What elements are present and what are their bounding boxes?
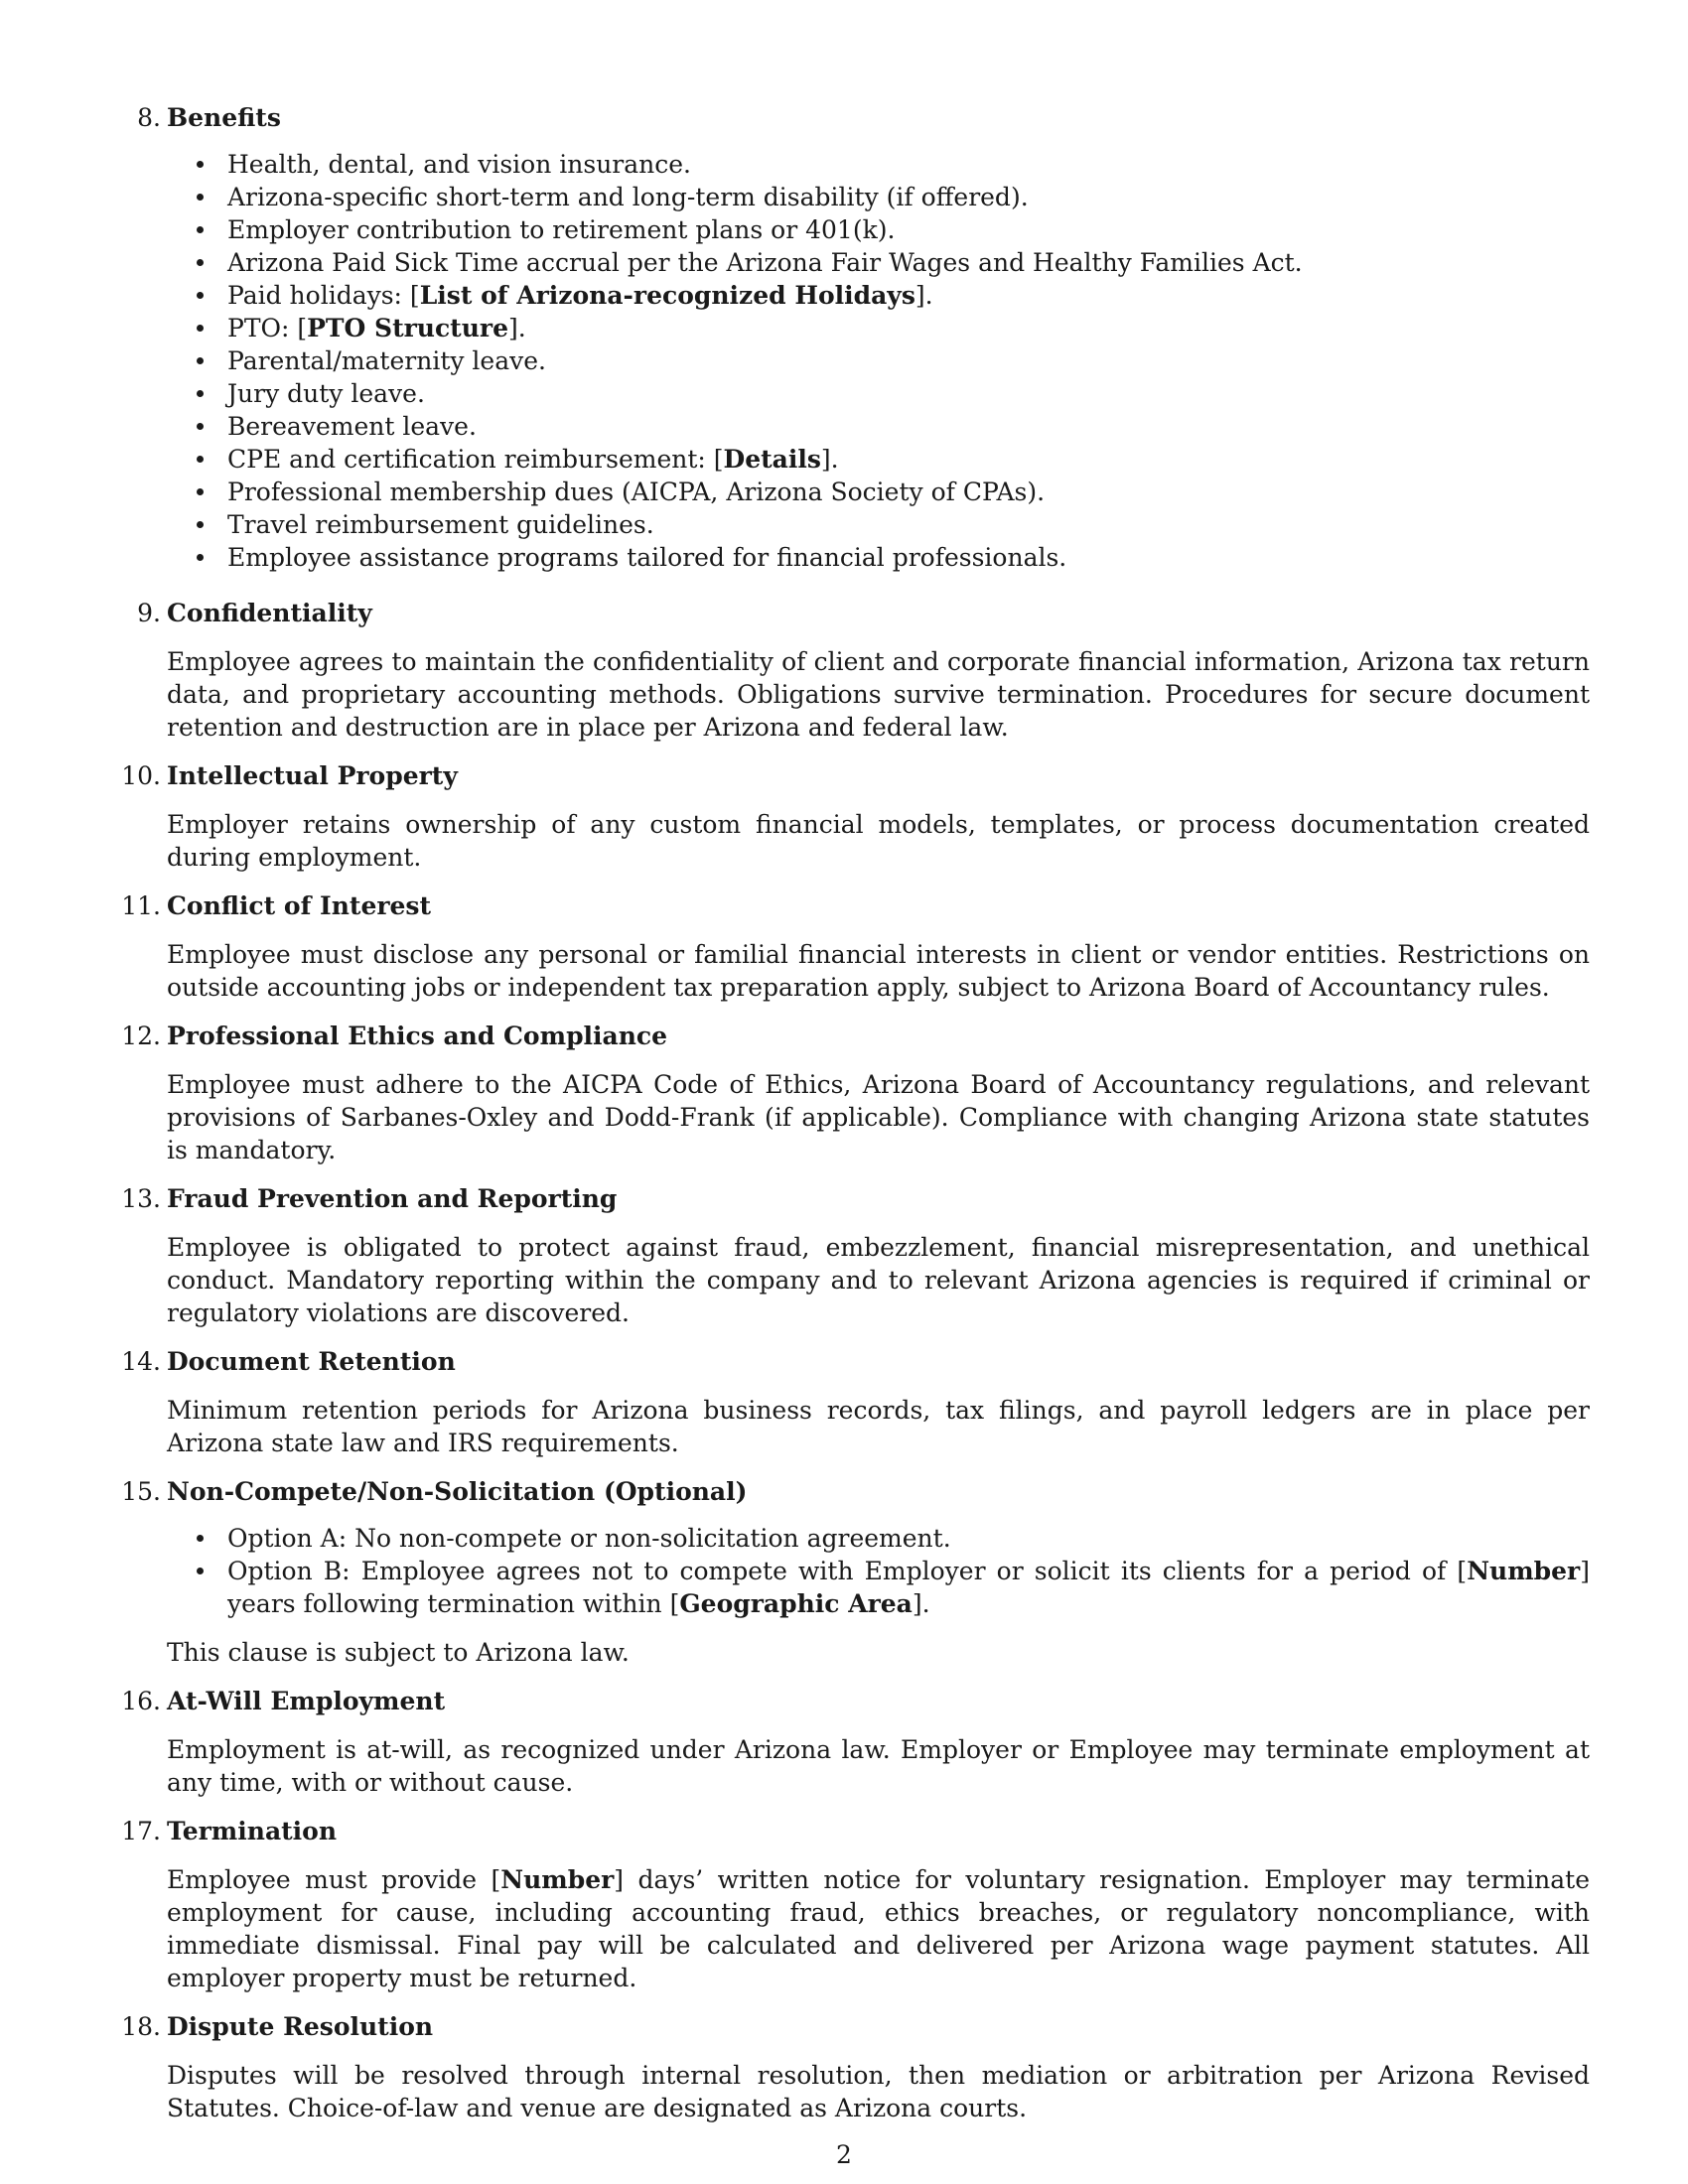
section-title: Termination [167, 1817, 338, 1845]
section-heading [137, 91, 1590, 134]
section-heading [121, 1805, 1590, 1847]
section-title: Confidentiality [167, 599, 372, 627]
section-body: Employee must adhere to the AICPA Code of Ethics, Arizona Board of Accountancy regulations, and relevant provisions of Sarbanes-Oxley and Dodd-Frank (if applicable). Compliance with changing Arizona state statutes is mandatory. [167, 1070, 1590, 1164]
list-item: Health, dental, and vision insurance. [167, 148, 1590, 181]
section-fraud-prevention [121, 1172, 1590, 1329]
section-heading [121, 880, 1590, 922]
placeholder-field: Number [500, 1865, 615, 1894]
options-list [167, 1522, 1590, 1620]
section-title: Non-Compete/Non-Solicitation (Optional) [167, 1477, 748, 1506]
list-item: Parental/maternity leave. [167, 344, 1590, 377]
bullet-icon [197, 1568, 204, 1574]
bullet-icon [197, 423, 204, 430]
section-non-compete [121, 1465, 1590, 1669]
section-number: 11. [121, 891, 161, 920]
bullet-icon [197, 488, 204, 495]
page-number: 2 [836, 2140, 852, 2169]
section-termination [121, 1805, 1591, 1994]
bullet-icon [197, 325, 204, 332]
section-heading [121, 1675, 1590, 1717]
section-title: Professional Ethics and Compliance [167, 1022, 668, 1050]
benefits-list [167, 148, 1590, 574]
list-item: CPE and certification reimbursement: [Details]. [167, 443, 1590, 476]
list-item: Employee assistance programs tailored for financial professionals. [167, 541, 1590, 574]
section-heading [121, 1172, 1590, 1215]
section-confidentiality [137, 587, 1590, 744]
section-number: 14. [121, 1347, 161, 1376]
bullet-icon [197, 292, 204, 299]
section-body: Minimum retention periods for Arizona business records, tax filings, and payroll ledgers are in place per Arizona state law and IRS requirements. [167, 1396, 1590, 1457]
section-at-will-employment [121, 1675, 1590, 1799]
section-number: 17. [121, 1817, 161, 1845]
list-item: Arizona-specific short-term and long-term disability (if offered). [167, 181, 1590, 213]
section-heading [121, 1465, 1590, 1508]
section-number: 13. [121, 1184, 161, 1213]
section-document-retention [121, 1335, 1590, 1459]
bullet-icon [197, 521, 204, 528]
section-heading [121, 750, 1590, 792]
section-title: Fraud Prevention and Reporting [167, 1184, 618, 1213]
section-heading [121, 2000, 1590, 2043]
placeholder-field: Details [723, 445, 821, 474]
section-number: 9. [137, 599, 161, 627]
section-body: Employee must disclose any personal or familial financial interests in client or vendor entities. Restrictions on outside accounting jobs or independent tax preparation apply, subject to Arizona Board of Accountancy rules. [167, 940, 1590, 1002]
section-title: Intellectual Property [167, 761, 458, 790]
placeholder-field: List of Arizona-recognized Holidays [419, 281, 915, 310]
bullet-icon [197, 259, 204, 266]
section-title: Document Retention [167, 1347, 456, 1376]
section-number: 10. [121, 761, 161, 790]
section-intellectual-property [121, 750, 1590, 874]
list-item: Employer contribution to retirement plans or 401(k). [167, 213, 1590, 246]
bullet-icon [197, 1535, 204, 1542]
section-body: Employee agrees to maintain the confidentiality of client and corporate financial information, Arizona tax return data, and proprietary accounting methods. Obligations survive termination. Procedures for secure document retention and destruction are in place per Arizona and federal law. [167, 647, 1590, 742]
section-dispute-resolution [121, 2000, 1590, 2124]
bullet-icon [197, 357, 204, 364]
section-title: Conflict of Interest [167, 891, 432, 920]
section-title: At-Will Employment [167, 1687, 446, 1715]
section-body: Employee must provide [Number] days’ written notice for voluntary resignation. Employer may terminate employment for cause, including accounting fraud, ethics breaches, or regulatory noncompliance, with immediate dismissal. Final pay will be calculated and delivered per Arizona wage payment statutes. All employer property must be returned. [167, 1865, 1591, 1992]
bullet-icon [197, 226, 204, 233]
section-number: 15. [121, 1477, 161, 1506]
section-conflict-of-interest [121, 880, 1590, 1004]
section-heading [121, 1010, 1590, 1052]
placeholder-field: Number [1467, 1557, 1581, 1585]
list-item: Bereavement leave. [167, 410, 1590, 443]
section-title: Dispute Resolution [167, 2012, 434, 2041]
list-item: PTO: [PTO Structure]. [167, 312, 1590, 344]
bullet-icon [197, 390, 204, 397]
section-title: Benefits [167, 103, 281, 132]
list-item: Paid holidays: [List of Arizona-recognized Holidays]. [167, 279, 1590, 312]
section-professional-ethics [121, 1010, 1590, 1166]
section-number: 8. [137, 103, 161, 132]
placeholder-field: Geographic Area [679, 1589, 913, 1618]
list-item: Option A: No non-compete or non-solicitation agreement. [167, 1522, 1590, 1555]
list-item: Professional membership dues (AICPA, Arizona Society of CPAs). [167, 476, 1590, 508]
bullet-icon [197, 194, 204, 201]
section-body: Disputes will be resolved through internal resolution, then mediation or arbitration per Arizona Revised Statutes. Choice-of-law and venue are designated as Arizona courts. [167, 2061, 1590, 2122]
list-item: Arizona Paid Sick Time accrual per the Arizona Fair Wages and Healthy Families Act. [167, 246, 1590, 279]
list-item: Option B: Employee agrees not to compete with Employer or solicit its clients for a period of [Number] years following termination within [Geographic Area]. [167, 1555, 1590, 1620]
section-body: Employer retains ownership of any custom financial models, templates, or process documentation created during employment. [167, 810, 1590, 872]
list-item: Jury duty leave. [167, 377, 1590, 410]
bullet-icon [197, 554, 204, 561]
section-body: Employee is obligated to protect against fraud, embezzlement, financial misrepresentation, and unethical conduct. Mandatory reporting within the company and to relevant Arizona agencies is required if criminal or regulatory violations are discovered. [167, 1233, 1590, 1327]
section-number: 16. [121, 1687, 161, 1715]
section-note: This clause is subject to Arizona law. [167, 1638, 630, 1667]
bullet-icon [197, 456, 204, 463]
section-body: Employment is at-will, as recognized under Arizona law. Employer or Employee may terminate employment at any time, with or without cause. [167, 1735, 1590, 1797]
section-number: 18. [121, 2012, 161, 2041]
section-number: 12. [121, 1022, 161, 1050]
section-heading [137, 587, 1590, 629]
section-benefits [137, 91, 1590, 574]
bullet-icon [197, 161, 204, 168]
placeholder-field: PTO Structure [307, 314, 508, 342]
list-item: Travel reimbursement guidelines. [167, 508, 1590, 541]
section-heading [121, 1335, 1590, 1378]
